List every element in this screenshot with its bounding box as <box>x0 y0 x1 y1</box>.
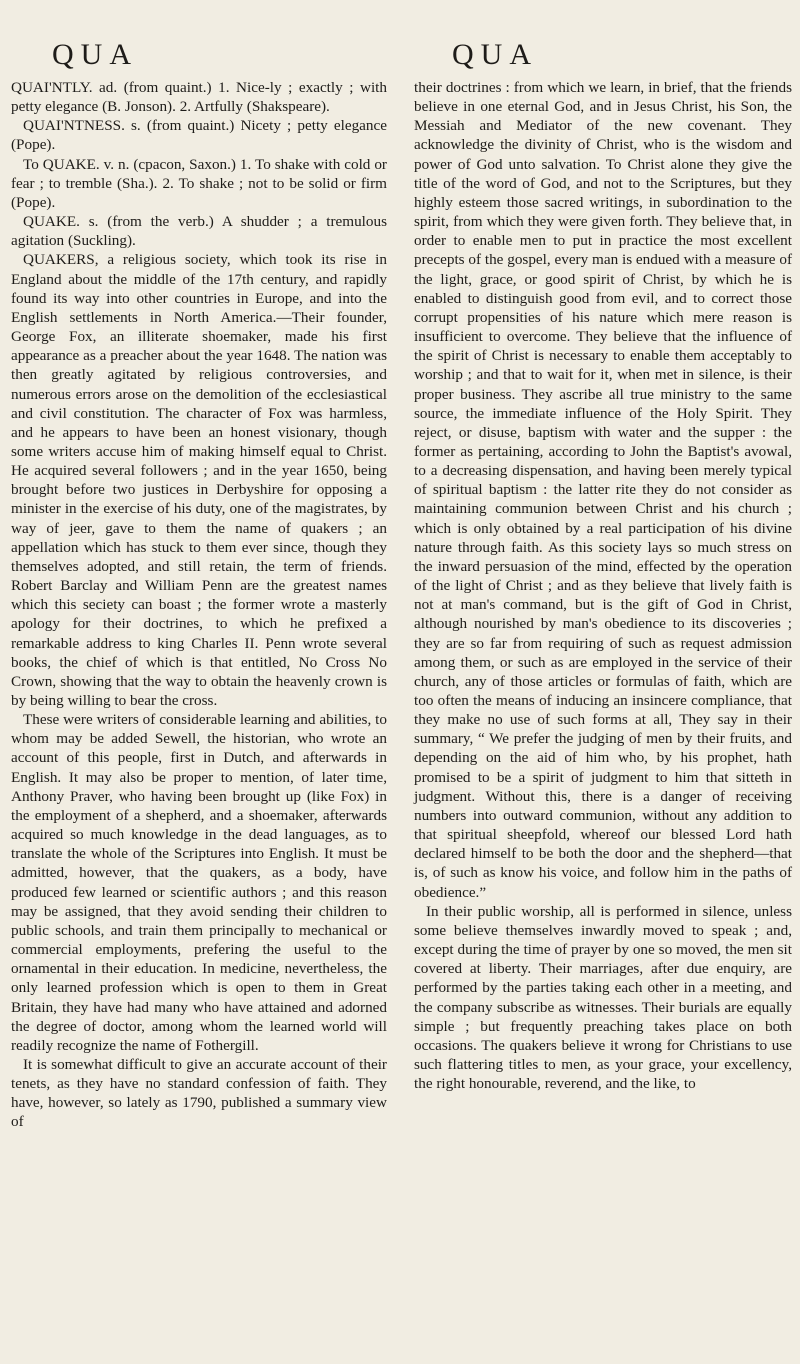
paragraph-worship: In their public worship, all is performed in silence, unless some believe themselves inwardly moved to speak ; and, except during the time of prayer by one so moved, the men sit covered at liberty. Their marriages, after due enquiry, are performed by the parties taking each other in a meeting, and the company subscribe as witnesses. Their burials are equally simple ; but frequently preaching takes place on both occasions. The quakers believe it wrong for Christians to use such flattering titles to men, as your grace, your excellency, the right honourable, reverend, and the like, to <box>414 902 792 1093</box>
paragraph-writers: These were writers of considerable learning and abilities, to whom may be added Sewell, the historian, who wrote an account of this people, first in Dutch, and afterwards in English. It may also be proper to mention, of later time, Anthony Praver, who having been brought up (like Fox) in the employment of a shepherd, and a shoemaker, afterwards acquired so much knowledge in the dead languages, as to translate the whole of the Scriptures into English. It must be admitted, however, that the quakers, as a body, have produced few learned or scientific authors ; and this reason may be assigned, that they avoid sending their children to public schools, and train them principally to mechanical or commercial employments, prefering the useful to the ornamental in their education. In medicine, nevertheless, the only learned profession which is open to them in Great Britain, they have had many who have attained and adorned the degree of doctor, among whom the learned world will readily recognize the name of Fothergill. <box>11 711 387 1054</box>
entry-to-quake: To QUAKE. v. n. (cpacon, Saxon.) 1. To shake with cold or fear ; to tremble (Sha.). 2. To shake ; not to be solid or firm (Pope). <box>11 155 387 211</box>
left-running-head: QUA <box>52 38 138 71</box>
paragraph-tenets: It is somewhat difficult to give an accurate account of their tenets, as they have no standard confession of faith. They have, however, so lately as 1790, published a summary view of <box>11 1055 387 1131</box>
entry-quaintly: QUAI'NTLY. ad. (from quaint.) 1. Nice-ly ; exactly ; with petty elegance (B. Jonson). 2. Artfully (Shakspeare). <box>11 79 387 116</box>
paragraph-doctrines: their doctrines : from which we learn, in brief, that the friends believe in one eternal God, and in Jesus Christ, his Son, the Messiah and Mediator of the new covenant. They acknowledge the divinity of Christ, who is the wisdom and power of God unto salvation. To Christ alone they give the title of the word of God, and not to the Scriptures, but they highly esteem those sacred writings, in subordination to the spirit, from which they were given forth. They believe that, in order to enable men to put in practice the most excellent precepts of the gospel, every man is endued with a measure of the light, grace, or good spirit of Christ, by which he is enabled to distinguish good from evil, and to correct those corrupt propensities of his nature which mere reason is insufficient to overcome. They believe that the influence of the spirit of Christ is necessary to enable them acceptably to worship ; and that to wait for it, when met in silence, is their proper business. They ascribe all true ministry to the same source, the immediate influence of the Holy Spirit. They reject, or disuse, baptism with water and the supper : the former as pertaining, according to John the Baptist's avowal, to a decreasing dispensation, and having been merely typical of spiritual baptism : the latter rite they do not consider as maintaining communion between Christ and his church ; which is only obtained by a real participation of his divine nature through faith. As this society lays so much stress on the inward persuasion of the mind, effected by the operation of the light of Christ ; and as they believe that lively faith is not at man's command, but is the gift of God in Christ, although nourished by man's obedience to its discoveries ; they are so far from requiring of such as request admission among them, or such as are employed in the service of their church, any of those articles or formulas of faith, which are too often the means of inducing an insincere compliance, that they make no use of such forms at all, They say in their summary, “ We prefer the judging of men by their fruits, and depending on the aid of him who, by his prophet, hath promised to be a spirit of judgment to him that sitteth in judgment. Without this, there is a danger of receiving numbers into outward communion, without any addition to that spiritual sheepfold, whereof our blessed Lord hath declared himself to be both the door and the shepherd—that is, of such as know his voice, and follow him in the paths of obedience.” <box>414 79 792 901</box>
entry-quake: QUAKE. s. (from the verb.) A shudder ; a tremulous agitation (Suckling). <box>11 213 387 250</box>
entry-quakers: QUAKERS, a religious society, which took its rise in England about the middle of the 17th century, and rapidly found its way into other countries in Europe, and into the English settlements in North America.—Their founder, George Fox, an illiterate shoemaker, made his first appearance as a preacher about the year 1648. The nation was then greatly agitated by religious controversies, and numerous errors arose on the demolition of the ecclesiastical and civil constitution. The character of Fox was harmless, and he appears to have been an honest visionary, though some writers accuse him of making himself equal to Christ. He acquired several followers ; and in the year 1650, being brought before two justices in Derbyshire for opposing a minister in the exercise of his duty, one of the magistrates, by way of jeer, gave to them the name of quakers ; an appellation which has stuck to them ever since, though they themselves adopted, and still retain, the term of friends. Robert Barclay and William Penn are the greatest names which this seciety can boast ; the former wrote a masterly apology for their doctrines, to which he prefixed a remarkable address to king Charles II. Penn wrote several books, the chief of which is that entitled, No Cross No Crown, showing that the way to obtain the heavenly crown is by being willing to bear the cross. <box>11 251 387 709</box>
right-running-head: QUA <box>452 38 538 71</box>
left-column <box>11 0 387 1132</box>
entry-quaintness: QUAI'NTNESS. s. (from quaint.) Nicety ; petty elegance (Pope). <box>11 117 387 154</box>
left-column-text <box>11 78 387 1132</box>
right-column-text <box>414 78 792 1093</box>
right-column <box>414 0 792 1093</box>
